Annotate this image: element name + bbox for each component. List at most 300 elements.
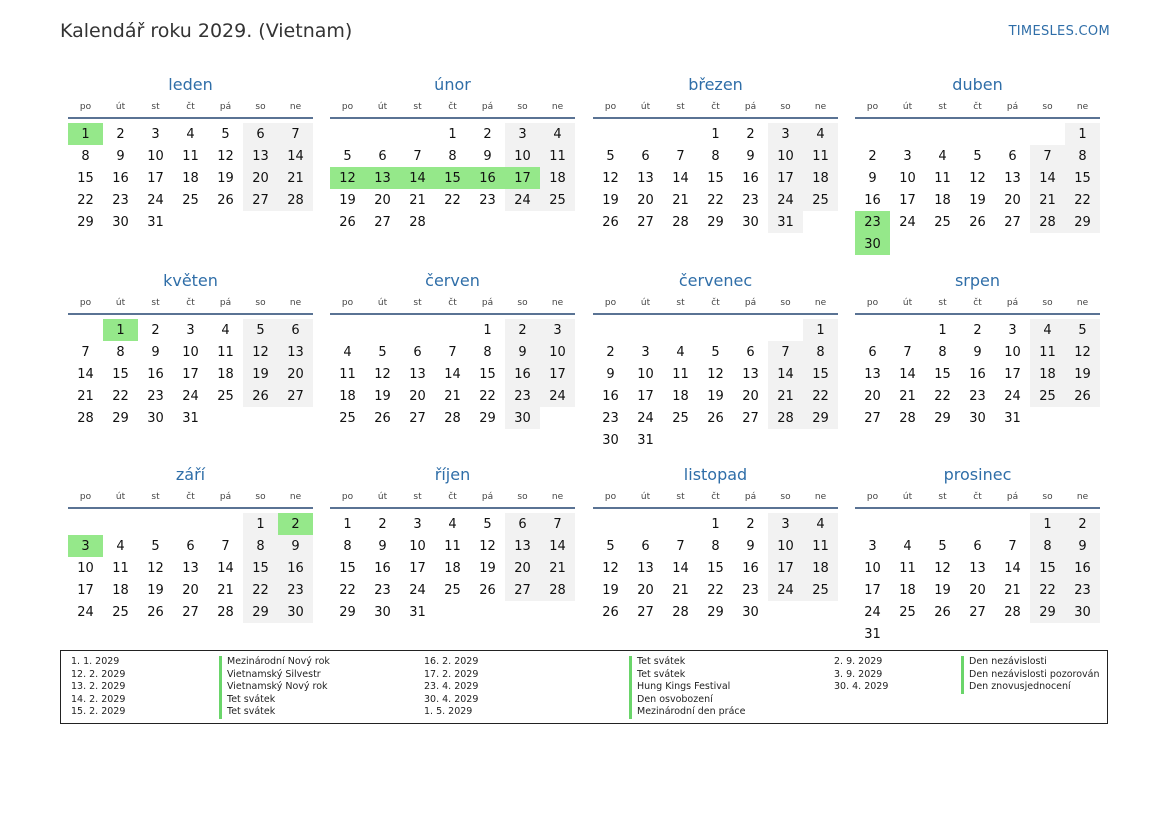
month-name: březen [688,75,743,94]
day-cell: 11 [182,148,199,164]
day-cell: 13 [864,366,881,382]
day-cell: 29 [1030,601,1065,623]
weekday-header [330,292,575,315]
day-cell: 9 [868,170,877,186]
day-cell: 30 [602,432,619,448]
weekday-label: čt [973,101,982,112]
holiday-day-cell: 23 [855,211,890,233]
day-cell: 10 [147,148,164,164]
day-cell: 14 [278,145,313,167]
day-cell: 6 [186,538,195,554]
day-cell: 16 [112,170,129,186]
day-cell: 23 [479,192,496,208]
day-cell: 24 [864,604,881,620]
weekday-label: čt [973,491,982,502]
day-cell: 17 [77,582,94,598]
day-cell: 18 [672,388,689,404]
day-cell: 28 [768,407,803,429]
day-cell: 27 [742,410,759,426]
day-cell: 24 [147,192,164,208]
day-cell: 2 [505,319,540,341]
day-cell: 30 [147,410,164,426]
day-cell: 7 [81,344,90,360]
day-cell: 6 [278,319,313,341]
day-cell: 26 [147,604,164,620]
legend-holiday-name: Mezinárodní Nový rok [219,656,424,669]
day-cell: 4 [803,513,838,535]
day-cell: 31 [1004,410,1021,426]
weekday-label: so [780,101,791,112]
day-cell: 1 [343,516,352,532]
day-cell: 4 [1030,319,1065,341]
weekday-header [330,486,575,509]
day-cell: 27 [374,214,391,230]
day-cell: 8 [711,148,720,164]
day-cell: 27 [409,410,426,426]
day-cell: 21 [278,167,313,189]
day-cell: 4 [676,344,685,360]
day-cell: 4 [903,538,912,554]
empty-cell [890,123,925,145]
day-cell: 2 [868,148,877,164]
day-cell: 3 [505,123,540,145]
weekday-label: ne [551,297,564,308]
day-cell: 24 [540,385,575,407]
day-cell: 14 [77,366,94,382]
weekday-label: po [604,297,617,308]
day-cell: 5 [221,126,230,142]
weekday-label: po [866,101,879,112]
day-cell: 23 [505,385,540,407]
day-cell: 1 [1065,123,1100,145]
day-cell: 7 [903,344,912,360]
month-name: červen [425,271,480,290]
weekday-label: út [377,491,388,502]
day-cell: 28 [217,604,234,620]
day-cell: 6 [641,148,650,164]
empty-cell [103,513,138,535]
day-cell: 20 [969,582,986,598]
day-cell: 12 [147,560,164,576]
day-cell: 30 [742,604,759,620]
day-cell: 28 [409,214,426,230]
day-cell: 8 [938,344,947,360]
holiday-day-cell: 15 [435,167,470,189]
legend-holiday-name: Den znovusjednocení [961,681,1111,694]
day-cell: 2 [378,516,387,532]
empty-cell [995,123,1030,145]
day-cell: 29 [707,214,724,230]
legend-holiday-name: Hung Kings Festival [629,681,834,694]
month-květen [68,270,313,429]
day-cell: 24 [182,388,199,404]
weekday-label: st [676,297,685,308]
day-cell: 30 [374,604,391,620]
day-cell: 29 [707,604,724,620]
month-name: květen [163,271,218,290]
day-cell: 26 [339,214,356,230]
brand-link[interactable]: TIMESLES.COM [1008,24,1110,39]
day-cell: 13 [742,366,759,382]
day-cell: 9 [151,344,160,360]
weekday-label: út [377,101,388,112]
day-cell: 18 [112,582,129,598]
day-cell: 23 [602,410,619,426]
day-cell: 22 [1065,189,1100,211]
weekday-label: so [255,491,266,502]
weekday-header [68,96,313,119]
weekday-label: pá [744,491,757,502]
month-name: únor [434,75,471,94]
day-cell: 7 [540,513,575,535]
day-cell: 2 [746,126,755,142]
legend-date: 16. 2. 2029 [424,656,479,667]
day-cell: 7 [221,538,230,554]
weekday-label: po [341,101,354,112]
day-cell: 5 [606,148,615,164]
day-cell: 16 [602,388,619,404]
legend-column [71,656,424,723]
day-cell: 4 [448,516,457,532]
weekday-label: ne [814,101,827,112]
day-cell: 9 [378,538,387,554]
day-cell: 22 [707,192,724,208]
day-cell: 26 [969,214,986,230]
days-grid [330,123,575,233]
day-cell: 4 [540,123,575,145]
day-cell: 26 [602,214,619,230]
weekday-label: pá [481,297,494,308]
day-cell: 18 [339,388,356,404]
day-cell: 25 [444,582,461,598]
day-cell: 30 [742,214,759,230]
day-cell: 3 [1008,322,1017,338]
empty-cell [593,319,628,341]
weekday-header [855,486,1100,509]
day-cell: 9 [606,366,615,382]
day-cell: 17 [540,363,575,385]
empty-cell [365,123,400,145]
day-cell: 19 [374,388,391,404]
weekday-label: ne [551,491,564,502]
day-cell: 20 [409,388,426,404]
day-cell: 11 [803,535,838,557]
holiday-day-cell: 13 [365,167,400,189]
empty-cell [663,319,698,341]
day-cell: 10 [409,538,426,554]
day-cell: 28 [1030,211,1065,233]
day-cell: 18 [182,170,199,186]
day-cell: 4 [803,123,838,145]
weekday-label: čt [186,101,195,112]
day-cell: 26 [479,582,496,598]
day-cell: 14 [1004,560,1021,576]
day-cell: 1 [243,513,278,535]
weekday-label: so [517,101,528,112]
day-cell: 16 [969,366,986,382]
day-cell: 26 [707,410,724,426]
weekday-label: ne [1076,297,1089,308]
day-cell: 7 [676,148,685,164]
legend-holiday-name: Mezinárodní den práce [629,706,834,719]
weekday-label: so [517,491,528,502]
empty-cell [330,123,365,145]
month-březen [593,74,838,233]
legend-column [834,656,1111,723]
day-cell: 27 [1004,214,1021,230]
weekday-label: ne [289,491,302,502]
day-cell: 8 [1030,535,1065,557]
weekday-label: st [413,297,422,308]
weekday-label: čt [186,297,195,308]
day-cell: 5 [606,538,615,554]
day-cell: 15 [339,560,356,576]
month-name: leden [168,75,213,94]
day-cell: 3 [186,322,195,338]
weekday-label: pá [219,491,232,502]
days-grid [593,319,838,451]
weekday-label: po [79,491,92,502]
legend-holiday-name: Tet svátek [629,669,834,682]
weekday-label: pá [1006,297,1019,308]
day-cell: 29 [77,214,94,230]
weekday-label: pá [481,101,494,112]
day-cell: 22 [934,388,951,404]
day-cell: 8 [343,538,352,554]
days-grid [330,319,575,429]
empty-cell [400,123,435,145]
day-cell: 10 [540,341,575,363]
weekday-header [330,96,575,119]
day-cell: 22 [243,579,278,601]
day-cell: 20 [278,363,313,385]
weekday-header [68,486,313,509]
month-duben [855,74,1100,255]
day-cell: 18 [540,167,575,189]
day-cell: 18 [803,557,838,579]
empty-cell [330,319,365,341]
day-cell: 18 [899,582,916,598]
day-cell: 14 [899,366,916,382]
day-cell: 2 [116,126,125,142]
day-cell: 15 [707,170,724,186]
day-cell: 6 [746,344,755,360]
day-cell: 6 [868,344,877,360]
empty-cell [593,123,628,145]
weekday-label: so [255,101,266,112]
weekday-label: so [1042,297,1053,308]
day-cell: 11 [339,366,356,382]
weekday-label: čt [711,101,720,112]
empty-cell [698,319,733,341]
weekday-label: čt [711,297,720,308]
day-cell: 5 [711,344,720,360]
day-cell: 14 [444,366,461,382]
day-cell: 30 [112,214,129,230]
day-cell: 13 [637,170,654,186]
day-cell: 28 [540,579,575,601]
legend-holiday-name: Tet svátek [219,706,424,719]
day-cell: 30 [505,407,540,429]
legend-holiday-name: Den nezávislosti [961,656,1111,669]
day-cell: 15 [1065,167,1100,189]
day-cell: 10 [768,535,803,557]
day-cell: 17 [899,192,916,208]
day-cell: 3 [151,126,160,142]
day-cell: 1 [448,126,457,142]
day-cell: 22 [707,582,724,598]
day-cell: 17 [864,582,881,598]
day-cell: 17 [147,170,164,186]
empty-cell [995,513,1030,535]
weekday-header [855,96,1100,119]
empty-cell [593,513,628,535]
day-cell: 19 [969,192,986,208]
days-grid [855,123,1100,255]
day-cell: 7 [768,341,803,363]
day-cell: 24 [768,579,803,601]
month-name: srpen [954,271,1001,290]
day-cell: 20 [637,582,654,598]
weekday-label: ne [814,491,827,502]
day-cell: 4 [343,344,352,360]
day-cell: 31 [409,604,426,620]
day-cell: 12 [1065,341,1100,363]
weekday-label: út [640,491,651,502]
day-cell: 15 [77,170,94,186]
day-cell: 2 [606,344,615,360]
day-cell: 8 [116,344,125,360]
weekday-label: út [640,101,651,112]
day-cell: 25 [182,192,199,208]
day-cell: 11 [934,170,951,186]
day-cell: 22 [444,192,461,208]
day-cell: 7 [413,148,422,164]
empty-cell [925,513,960,535]
day-cell: 14 [217,560,234,576]
empty-cell [663,123,698,145]
day-cell: 25 [339,410,356,426]
day-cell: 10 [899,170,916,186]
weekday-label: čt [186,491,195,502]
day-cell: 19 [479,560,496,576]
weekday-label: út [115,297,126,308]
holiday-day-cell: 30 [855,233,890,255]
holiday-day-cell: 14 [400,167,435,189]
weekday-label: ne [289,297,302,308]
day-cell: 18 [803,167,838,189]
month-srpen [855,270,1100,429]
weekday-header [68,292,313,315]
day-cell: 23 [147,388,164,404]
day-cell: 7 [1008,538,1017,554]
days-grid [68,319,313,429]
legend-date: 1. 5. 2029 [424,706,473,717]
day-cell: 3 [768,123,803,145]
month-červenec [593,270,838,451]
holiday-day-cell: 1 [103,319,138,341]
day-cell: 24 [637,410,654,426]
empty-cell [960,123,995,145]
empty-cell [628,123,663,145]
day-cell: 2 [1065,513,1100,535]
legend-date: 30. 4. 2029 [834,681,889,692]
day-cell: 16 [278,557,313,579]
page-title: Kalendář roku 2029. (Vietnam) [60,20,353,42]
day-cell: 17 [768,167,803,189]
day-cell: 13 [505,535,540,557]
day-cell: 25 [672,410,689,426]
weekday-label: pá [219,101,232,112]
day-cell: 9 [116,148,125,164]
day-cell: 25 [1030,385,1065,407]
weekday-label: ne [1076,491,1089,502]
weekday-label: st [151,297,160,308]
empty-cell [890,513,925,535]
day-cell: 12 [602,560,619,576]
day-cell: 23 [112,192,129,208]
day-cell: 27 [243,189,278,211]
weekday-label: po [866,491,879,502]
day-cell: 4 [221,322,230,338]
legend-date: 2. 9. 2029 [834,656,883,667]
holiday-day-cell: 3 [68,535,103,557]
day-cell: 5 [938,538,947,554]
holiday-day-cell: 17 [505,167,540,189]
day-cell: 26 [1065,385,1100,407]
weekday-label: so [517,297,528,308]
day-cell: 3 [540,319,575,341]
weekday-label: st [676,101,685,112]
weekday-label: út [902,491,913,502]
day-cell: 1 [711,516,720,532]
day-cell: 20 [243,167,278,189]
day-cell: 29 [339,604,356,620]
day-cell: 21 [672,582,689,598]
day-cell: 15 [803,363,838,385]
day-cell: 21 [444,388,461,404]
day-cell: 10 [864,560,881,576]
day-cell: 14 [540,535,575,557]
day-cell: 13 [182,560,199,576]
weekday-label: po [341,297,354,308]
day-cell: 21 [540,557,575,579]
day-cell: 18 [444,560,461,576]
day-cell: 22 [803,385,838,407]
day-cell: 16 [864,192,881,208]
month-name: červenec [678,271,753,290]
weekday-label: st [151,491,160,502]
day-cell: 9 [278,535,313,557]
day-cell: 8 [803,341,838,363]
weekday-label: pá [744,101,757,112]
weekday-label: po [604,491,617,502]
day-cell: 31 [768,211,803,233]
day-cell: 26 [374,410,391,426]
day-cell: 8 [711,538,720,554]
day-cell: 22 [112,388,129,404]
empty-cell [768,319,803,341]
day-cell: 8 [1065,145,1100,167]
day-cell: 31 [864,626,881,642]
day-cell: 26 [217,192,234,208]
day-cell: 27 [637,214,654,230]
day-cell: 24 [1004,388,1021,404]
day-cell: 29 [243,601,278,623]
day-cell: 18 [217,366,234,382]
day-cell: 8 [243,535,278,557]
empty-cell [365,319,400,341]
